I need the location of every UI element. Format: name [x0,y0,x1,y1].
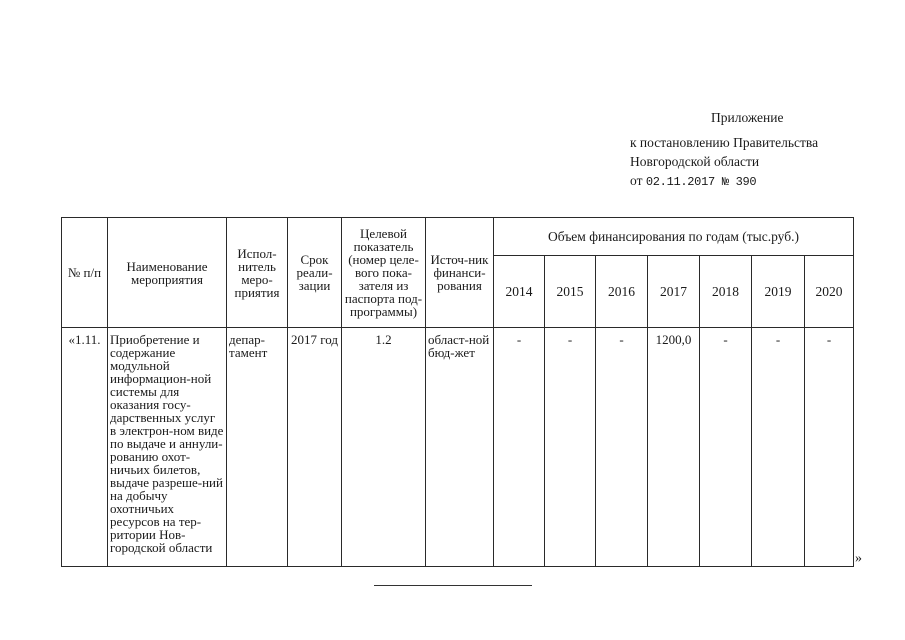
closing-quote: » [855,551,862,566]
funding-table [61,217,854,567]
appendix-line-2: Новгородской области [630,154,760,169]
header-year: 2020 [805,256,854,328]
row-value: 1200,0 [648,328,700,567]
header-name: Наименование мероприятия [108,218,227,328]
row-value: - [596,328,648,567]
header-year: 2016 [596,256,648,328]
header-year: 2015 [545,256,596,328]
row-source: област-ной бюд-жет [426,328,494,567]
row-term: 2017 год [288,328,342,567]
header-term: Срок реали-зации [288,218,342,328]
date-prefix: от [630,173,643,188]
header-executor: Испол-нитель меро-приятия [227,218,288,328]
appendix-line-1: к постановлению Правительства [630,135,819,150]
footer-rule [374,585,532,586]
header-year: 2014 [494,256,545,328]
header-year: 2017 [648,256,700,328]
row-indicator: 1.2 [342,328,426,567]
appendix-title: Приложение [711,110,784,125]
row-executor: депар-тамент [227,328,288,567]
row-value: - [545,328,596,567]
row-num: «1.11. [62,328,108,567]
row-value: - [805,328,854,567]
header-num: № п/п [62,218,108,328]
header-source: Источ-ник финанси-рования [426,218,494,328]
header-indicator: Целевой показатель (номер целе-вого пока-зателя из паспорта под-программы) [342,218,426,328]
header-year: 2018 [700,256,752,328]
table-row [62,328,854,567]
row-name: Приобретение и содержание модульной информацион-ной системы для оказания госу-дарственных услуг в электрон-ном виде по выдаче и аннули-рованию охот-ничьих билетов, выдаче разреше-ний на добычу охотничьих ресурсов на тер-ритории Нов-городской области [108,328,227,567]
row-value: - [700,328,752,567]
date-stamp: 02.11.2017 № 390 [645,175,757,189]
row-value: - [752,328,805,567]
row-value: - [494,328,545,567]
appendix-header [630,108,890,192]
header-year: 2019 [752,256,805,328]
header-funding: Объем финансирования по годам (тыс.руб.) [494,218,854,256]
appendix-date [630,171,890,192]
